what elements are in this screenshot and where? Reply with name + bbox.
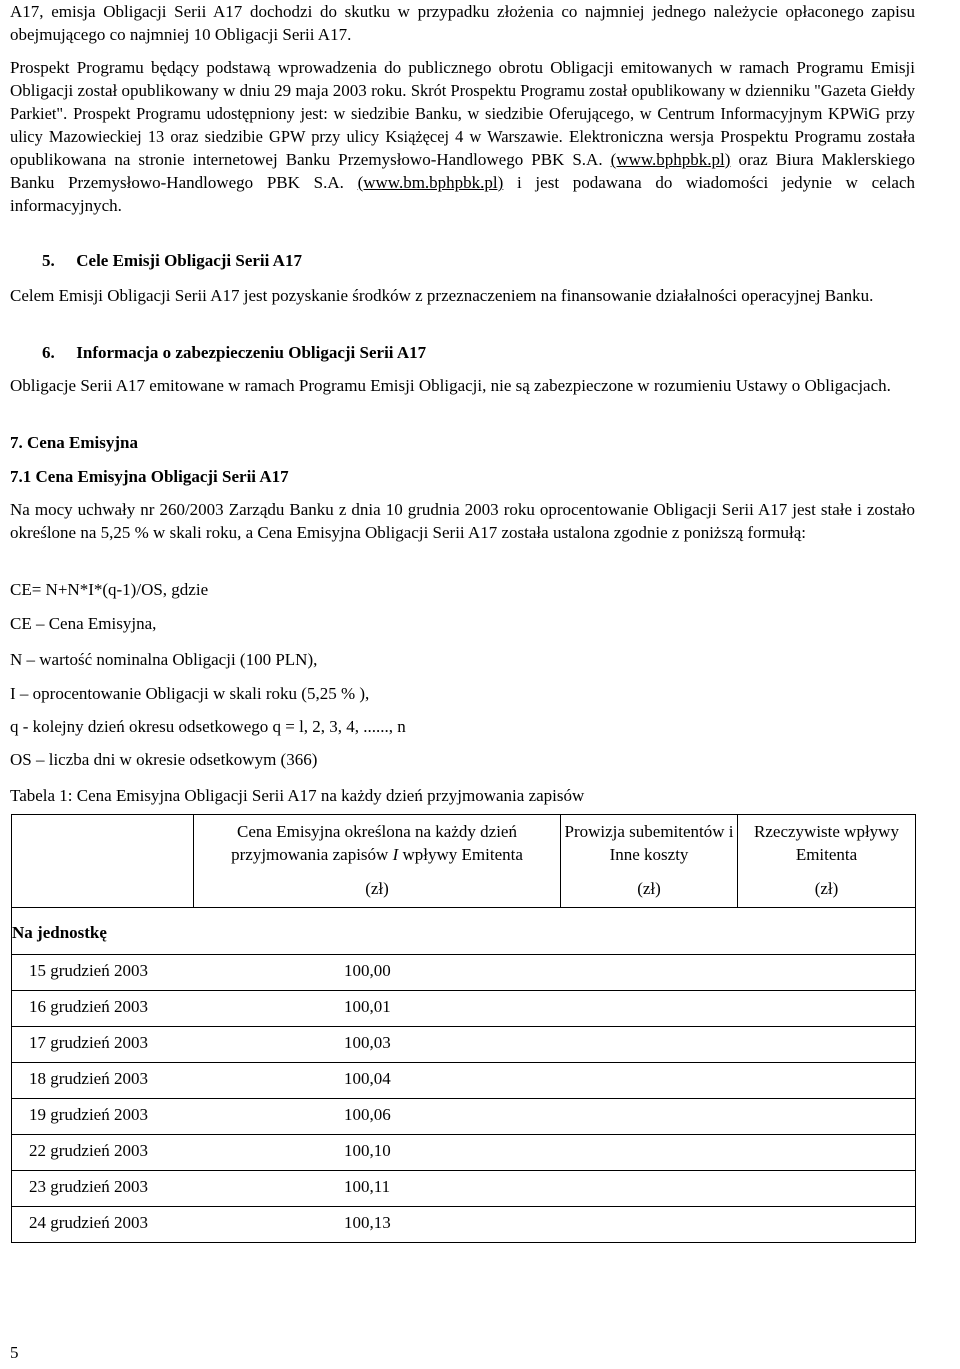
row-date: 23 grudzień 2003 (29, 1177, 148, 1196)
intro-text-1: A17, emisja Obligacji Serii A17 dochodzi do skutku w przypadku złożenia co najmniej jednego należycie opłaconego zapisu obejmującego co najmniej 10 Obligacji Serii A17. (10, 2, 915, 44)
section-7-title: 7. Cena Emisyjna (10, 433, 138, 452)
header-unit-1: (zł) (365, 879, 389, 898)
section-7-heading (10, 431, 915, 454)
brokerage-website-link[interactable]: (www.bm.bphpbk.pl) (357, 173, 504, 192)
header-commission: Prowizja subemitentów i Inne koszty (zł) (561, 815, 738, 908)
table-row (12, 990, 915, 1026)
intro-text-2c: Prospekt Programu udostępniony jest: w siedzibie Banku, w siedzibie Oferującego, w Centrum Informacyjnym KPWiG przy ulicy Mazowieckiej 13 oraz siedzibie GPW przy ulicy Książęcej 4 w Warszawie. (10, 104, 915, 146)
section-6-text: Obligacje Serii A17 emitowane w ramach Programu Emisji Obligacji, nie są zabezpieczone w rozumieniu Ustawy o Obligacjach. (10, 376, 891, 395)
table-row (12, 1098, 915, 1134)
row-date: 19 grudzień 2003 (29, 1105, 148, 1124)
row-date: 24 grudzień 2003 (29, 1213, 148, 1232)
row-date: 16 grudzień 2003 (29, 997, 148, 1016)
section-7-1-body (10, 498, 915, 544)
row-date: 15 grudzień 2003 (29, 961, 148, 980)
section-5-heading (10, 249, 915, 272)
row-date: 22 grudzień 2003 (29, 1141, 148, 1160)
table-body (12, 908, 916, 1243)
intro-text-2b: Skrót Prospektu Programu został opublikowany w dzienniku "Gazeta Giełdy Parkiet". (10, 81, 916, 123)
intro-text-2f: i jest podawana do wiadomości jedynie w celach informacyjnych. (10, 173, 916, 215)
intro-text-2a: Prospekt Programu będący podstawą wprowadzenia do publicznego obrotu Obligacji emitowanych w ramach Programu Emisji Obligacji został opublikowany w dniu 29 maja 2003 roku. (10, 58, 915, 100)
table-body-row (12, 908, 916, 1243)
row-issue-price: 100,04 (344, 1069, 391, 1088)
table-row (12, 1170, 915, 1206)
header-net-proceeds: Rzeczywiste wpływy Emitenta (zł) (738, 815, 916, 908)
section-7-1-title: Cena Emisyjna Obligacji Serii A17 (35, 467, 289, 486)
row-issue-price: 100,00 (344, 961, 391, 980)
header-empty-cell (12, 815, 194, 908)
table-rows (12, 954, 915, 1242)
table-row (12, 1026, 915, 1062)
section-6-title: Informacja o zabezpieczeniu Obligacji Serii A17 (76, 343, 427, 362)
bank-website-link[interactable]: (www.bphpbk.pl) (610, 150, 731, 169)
table-header-row (12, 815, 916, 908)
row-date: 18 grudzień 2003 (29, 1069, 148, 1088)
section-5-text: Celem Emisji Obligacji Serii A17 jest pozyskanie środków z przeznaczeniem na finansowanie działalności operacyjnej Banku. (10, 286, 874, 305)
section-6-heading (10, 341, 915, 364)
formula-def-os: OS – liczba dni w okresie odsetkowym (366) (10, 750, 318, 769)
section-7-1-number: 7.1 (10, 467, 32, 486)
section-5-body (10, 284, 915, 307)
section-7-1-text: Na mocy uchwały nr 260/2003 Zarządu Banku z dnia 10 grudnia 2003 roku oprocentowanie Obligacji Serii A17 jest stałe i zostało określone na 5,25 % w skali roku, a Cena Emisyjna Obligacji Serii A17 została ustalona zgodnie z poniższą formułą: (10, 500, 915, 542)
table-row (12, 1062, 915, 1098)
section-5-title: Cele Emisji Obligacji Serii A17 (76, 251, 302, 270)
intro-paragraph-2 (10, 56, 915, 217)
row-issue-price: 100,13 (344, 1213, 391, 1232)
row-issue-price: 100,06 (344, 1105, 391, 1124)
header-issue-price: Cena Emisyjna określona na każdy dzień przyjmowania zapisów I wpływy Emitenta (zł) (194, 815, 561, 908)
formula-def-n: N – wartość nominalna Obligacji (100 PLN), (10, 650, 318, 669)
intro-text-2d: Elektroniczna wersja Prospektu Programu została opublikowana na stronie internetowej Banku Przemysłowo-Handlowego PBK S.A. (10, 127, 915, 169)
row-issue-price: 100,03 (344, 1033, 391, 1052)
per-unit-label: Na jednostkę (12, 923, 107, 942)
row-date: 17 grudzień 2003 (29, 1033, 148, 1052)
table-row (12, 954, 915, 990)
table-row (12, 1134, 915, 1170)
table-row (12, 1206, 915, 1242)
row-issue-price: 100,11 (344, 1177, 391, 1196)
formula-def-q: q - kolejny dzień okresu odsetkowego q = l, 2, 3, 4, ......, n (10, 717, 406, 736)
row-issue-price: 100,10 (344, 1141, 391, 1160)
page-number: 5 (10, 1343, 19, 1362)
intro-text-2e: oraz Biura Maklerskiego Banku Przemysłowo-Handlowego PBK S.A. (10, 150, 916, 192)
section-6-body (10, 374, 915, 397)
header-unit-2: (zł) (637, 879, 661, 898)
section-5-number: 5. (42, 251, 55, 270)
formula-main: CE= N+N*I*(q-1)/OS, gdzie (10, 580, 209, 599)
header-unit-3: (zł) (814, 879, 839, 898)
row-issue-price: 100,01 (344, 997, 391, 1016)
formula-def-i: I – oprocentowanie Obligacji w skali roku (5,25 % ), (10, 684, 370, 703)
section-7-1-heading (10, 465, 915, 488)
issue-price-table (11, 814, 916, 1243)
table-caption: Tabela 1: Cena Emisyjna Obligacji Serii A17 na każdy dzień przyjmowania zapisów (10, 786, 585, 805)
section-6-number: 6. (42, 343, 55, 362)
formula-def-ce: CE – Cena Emisyjna, (10, 614, 157, 633)
intro-paragraph-1 (10, 0, 915, 46)
